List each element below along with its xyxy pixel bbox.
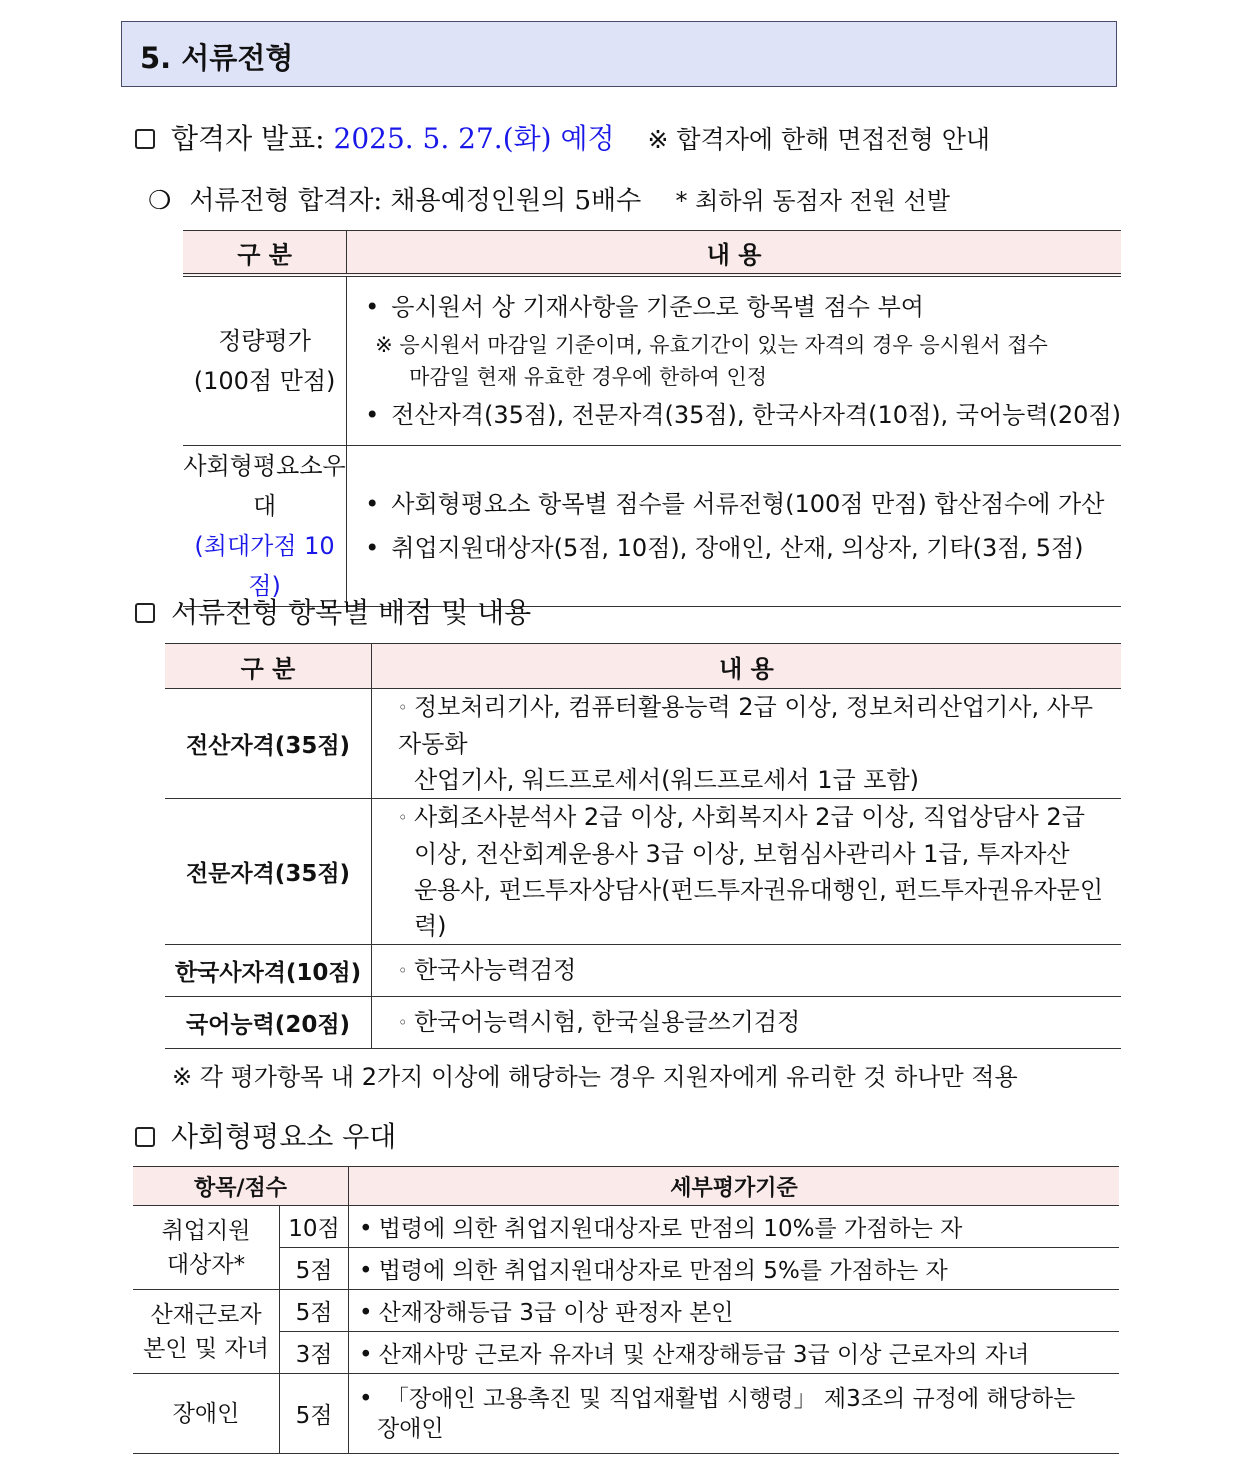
section2-heading [135, 591, 531, 631]
table2-cat: 한국사자격(10점) [165, 945, 372, 997]
table3-points: 5점 [280, 1248, 349, 1290]
checkbox-square-icon [135, 1127, 155, 1147]
checkbox-square-icon [135, 603, 155, 623]
table2-cat: 전문자격(35점) [165, 799, 372, 945]
doc-pass-label: 서류전형 합격자: 채용예정인원의 5배수 [189, 186, 642, 216]
quant-eval-table [183, 230, 1121, 607]
table3-desc: • 산재사망 근로자 유자녀 및 산재장해등급 3급 이상 근로자의 자녀 [349, 1332, 1120, 1374]
table2-line: ◦ 한국어능력시험, 한국실용글쓰기검정 [398, 1008, 801, 1036]
social-cat: 사회형평요소우대 [183, 451, 346, 520]
announce-date: 2025. 5. 27.(화) 예정 [333, 122, 615, 155]
section3-heading [135, 1115, 396, 1155]
table3-header-items: 항목/점수 [133, 1167, 349, 1206]
announce-label: 합격자 발표 [171, 122, 316, 155]
table3-desc: • 산재장해등급 3급 이상 판정자 본인 [349, 1290, 1120, 1332]
table3-points: 10점 [280, 1206, 349, 1248]
table3-header-criteria: 세부평가기준 [349, 1167, 1120, 1206]
table3-desc: • 법령에 의한 취업지원대상자로 만점의 10%를 가점하는 자 [349, 1206, 1120, 1248]
doc-pass-note: * 최하위 동점자 전원 선발 [675, 187, 950, 215]
table2-line: 산업기사, 워드프로세서(워드프로세서 1급 포함) [414, 766, 920, 794]
table3-desc: • 「장애인 고용촉진 및 직업재활법 시행령」 제3조의 규정에 해당하는 장애인 [349, 1374, 1120, 1454]
doc-pass-line [148, 180, 950, 217]
table3-cat: 장애인 [133, 1374, 280, 1454]
table2-line: 이상, 전산회계운용사 3급 이상, 보험심사관리사 1급, 투자자산 [414, 840, 1070, 868]
table2-header-category: 구 분 [165, 644, 372, 689]
table3-cat: 산재근로자 본인 및 자녀 [133, 1290, 280, 1374]
table3-cat: 취업지원 대상자* [133, 1206, 280, 1290]
table2-line: ◦ 사회조사분석사 2급 이상, 사회복지사 2급 이상, 직업상담사 2급 [398, 803, 1085, 831]
quant-bullet-1: • 응시원서 상 기재사항을 기준으로 항목별 점수 부여 [365, 285, 1121, 329]
announce-note: ※ 합격자에 한해 면접전형 안내 [647, 125, 991, 154]
table2-cat: 국어능력(20점) [165, 997, 372, 1049]
table2-line: 운용사, 펀드투자상담사(펀드투자권유대행인, 펀드투자권유자문인력) [414, 876, 1104, 940]
item-score-table [165, 643, 1121, 1049]
social-sub: (최대가점 10점) [194, 531, 335, 600]
quant-sub: (100점 만점) [193, 366, 336, 395]
section-title-box [121, 21, 1117, 87]
social-preference-table [133, 1166, 1119, 1454]
table1-row-quant [183, 275, 347, 445]
circle-bullet-icon: ❍ [148, 186, 172, 216]
section2-title: 서류전형 항목별 배점 및 내용 [171, 596, 532, 629]
table3-points: 5점 [280, 1290, 349, 1332]
quant-bullet-2: • 전산자격(35점), 전문자격(35점), 한국사자격(10점), 국어능력(20점) [365, 393, 1121, 437]
quant-note-2: 마감일 현재 유효한 경우에 한하여 인정 [409, 364, 768, 389]
table2-line: ◦ 한국사능력검정 [398, 956, 577, 984]
table3-points: 3점 [280, 1332, 349, 1374]
table2-line: ◦ 정보처리기사, 컴퓨터활용능력 2급 이상, 정보처리산업기사, 사무자동화 [398, 693, 1094, 758]
table2-cat: 전산자격(35점) [165, 689, 372, 799]
table1-header-content: 내 용 [347, 231, 1121, 276]
table1-row-social [183, 445, 347, 606]
checkbox-square-icon [135, 129, 155, 149]
social-bullet-2: • 취업지원대상자(5점, 10점), 장애인, 산재, 의상자, 기타(3점, 5점) [365, 526, 1121, 570]
section-title: 5. 서류전형 [140, 41, 294, 75]
quant-note-1: ※ 응시원서 마감일 기준이며, 유효기간이 있는 자격의 경우 응시원서 접수 [375, 332, 1048, 357]
table2-footnote: ※ 각 평가항목 내 2가지 이상에 해당하는 경우 지원자에게 유리한 것 하나만 적용 [172, 1063, 1018, 1091]
table3-points: 5점 [280, 1374, 349, 1454]
quant-cat: 정량평가 [218, 326, 311, 355]
announce-line: 합격자 발표: 2025. 5. 27.(화) 예정 ※ 합격자에 한해 면접전형 안내 [135, 117, 990, 157]
table3-desc: • 법령에 의한 취업지원대상자로 만점의 5%를 가점하는 자 [349, 1248, 1120, 1290]
social-bullet-1: • 사회형평요소 항목별 점수를 서류전형(100점 만점) 합산점수에 가산 [365, 482, 1121, 526]
table1-header-category: 구 분 [183, 231, 347, 276]
section3-title: 사회형평요소 우대 [171, 1120, 397, 1153]
table2-header-content: 내 용 [372, 644, 1122, 689]
